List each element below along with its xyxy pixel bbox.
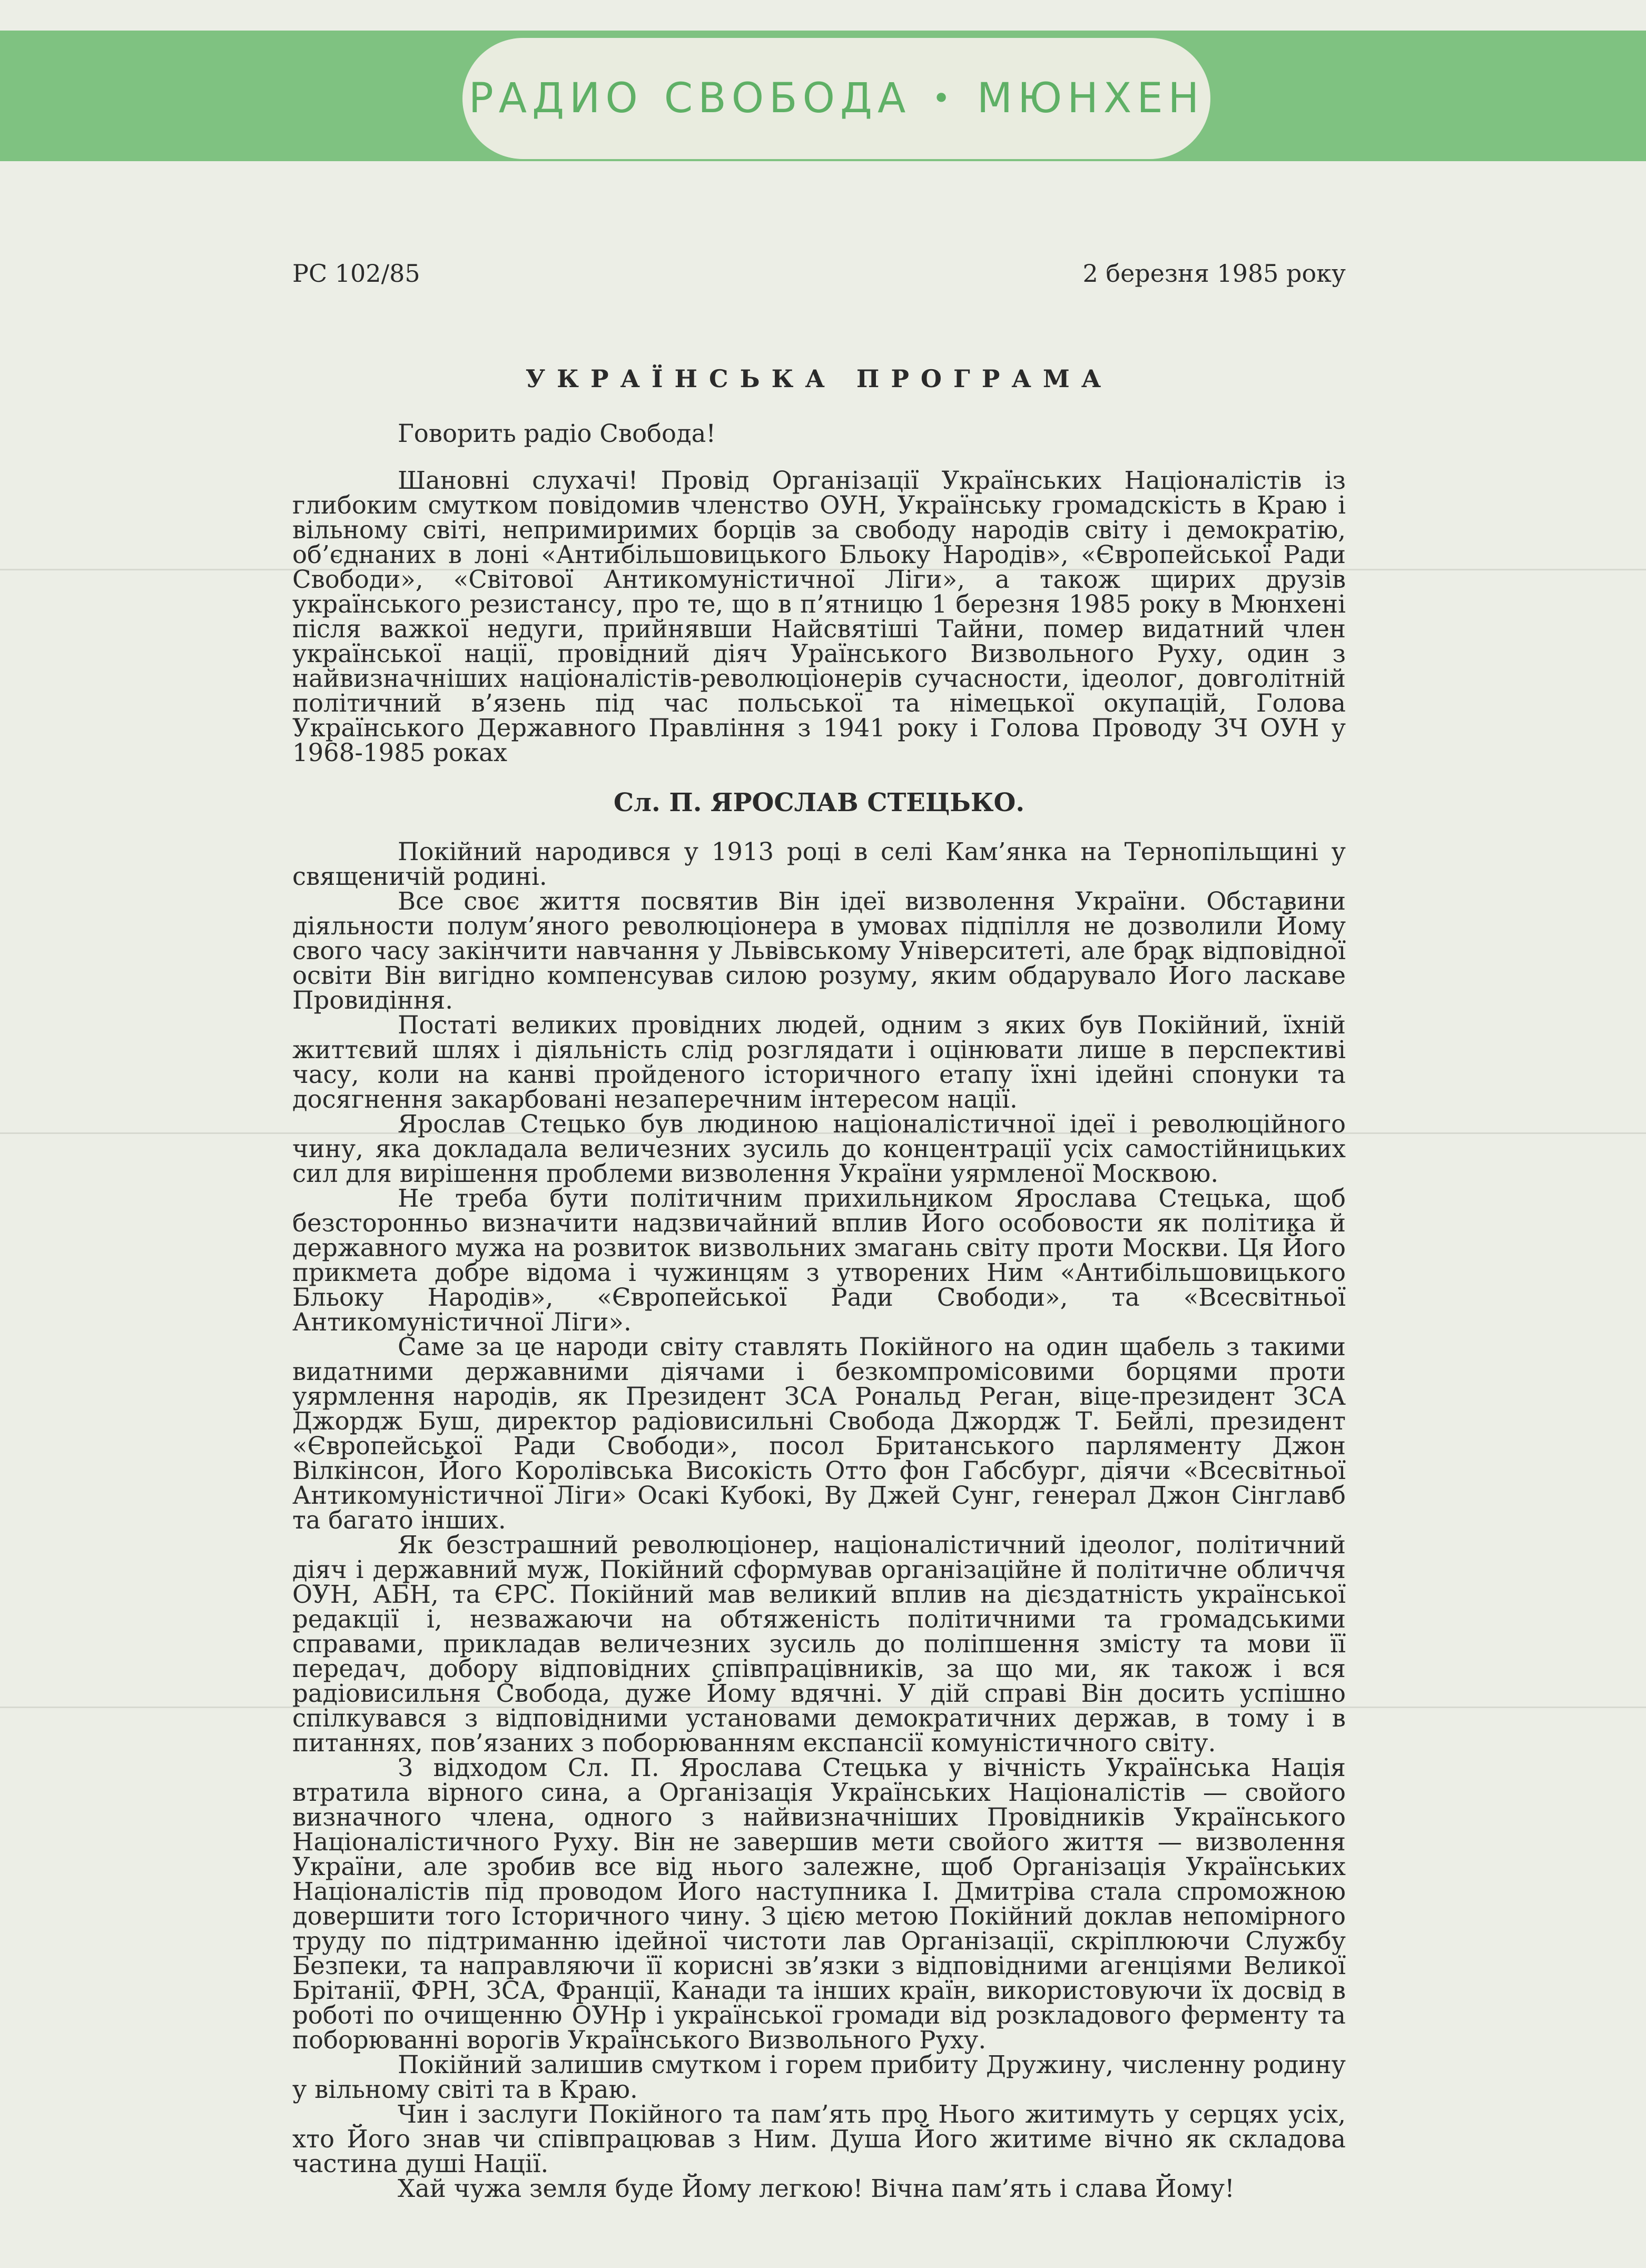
body-paragraph: Покійний народився у 1913 році в селі Кам’янка на Тернопільщині у священичій родині. bbox=[292, 837, 1346, 891]
intro-paragraph: Шановні слухачі! Провід Організації Українських Націоналістів із глибоким смутком повідомив членство ОУН, Українську громадскість в Краю і вільному світі, непримиримих борців за свободу народів світу і демократію, об’єднаних в лоні «Антибільшовицького Бльоку Народів», «Європейської Ради Свободи», «Світової Антикомуністичної Ліги», а також щирих друзів українського резистансу, про те, що в п’ятницю 1 березня 1985 року в Мюнхені після важкої недуги, прийнявши Найсвятіші Тайни, помер видатний член української нації, провідний діяч Ураїнського Визвольного Руху, один з найвизначніших націоналістів-революціонерів сучасности, ідеолог, довголітній політичний в’язень під час польської та німецької окупацій, Голова Українського Державного Правління з 1941 року і Голова Проводу ЗЧ ОУН у 1968-1985 роках bbox=[292, 466, 1346, 767]
program-title: УКРАЇНСЬКА ПРОГРАМА bbox=[525, 364, 1113, 393]
deceased-name-heading: Сл. П. ЯРОСЛАВ СТЕЦЬКО. bbox=[613, 788, 1025, 817]
body-paragraph: Постаті великих провідних людей, одним з яких був Покійний, їхній життєвий шлях і діяльність слід розглядати і оцінювати лише в перспективі часу, коли на канві пройденого історичного етапу їхні ідейні спонуки та досягнення закарбовані незаперечним інтересом нації. bbox=[292, 1011, 1346, 1113]
body-paragraph: Покійний залишив смутком і горем прибиту Дружину, численну родину у вільному світі та в Краю. bbox=[292, 2050, 1346, 2104]
body-paragraph: Не треба бути політичним прихильником Ярослава Стецька, щоб безсторонньо визначити надзвичайний вплив Його особовости як політика й державного мужа на розвиток визвольних змагань світу проти Москви. Ця Його прикмета добре відома і чужинцям з утворених Ним «Антибільшовицького Бльоку Народів», «Європейської Ради Свободи», та «Всесвітньої Антикомуністичної Ліги». bbox=[292, 1184, 1346, 1336]
body-paragraph: Чин і заслуги Покійного та пам’ять про Нього житимуть у серцях усіх, хто Його знав чи співпрацював з Ним. Душа Його житиме вічно як складова частина душі Нації. bbox=[292, 2100, 1346, 2178]
reference-line bbox=[292, 259, 1346, 288]
body-paragraph: Все своє життя посвятив Він ідеї визволення України. Обставини діяльности полум’яного революціонера в умовах підпілля не дозволили Йому свого часу закінчити навчання у Львівському Університеті, але брак відповідної освіти Він вигідно компенсував силою розуму, яким обдарувало Його ласкаве Провидіння. bbox=[292, 887, 1346, 1014]
masthead-radio: РАДИО bbox=[468, 75, 643, 122]
closing-line: Хай чужа земля буде Йому легкою! Вічна пам’ять і слава Йому! bbox=[398, 2174, 1235, 2203]
body-paragraph: Ярослав Стецько був людиною націоналістичної ідеї і революційного чину, яка докладала величезних зусиль до концентрації усіх самостійницьких сил для вирішення проблеми визволення України уярмленої Москвою. bbox=[292, 1110, 1346, 1188]
masthead-svoboda: СВОБОДА bbox=[664, 75, 911, 122]
reference-code: РС 102/85 bbox=[292, 259, 420, 288]
document-body bbox=[292, 421, 1346, 2201]
masthead-pill bbox=[462, 38, 1210, 159]
body-paragraph: З відходом Сл. П. Ярослава Стецька у вічність Українська Нація втратила вірного сина, а Організація Українських Націоналістів — свойого визначного члена, одного з найвизначніших Провідників Українського Націоналістичного Руху. Він не завершив мети свойого життя — визволення України, але зробив все від нього залежне, щоб Організація Українських Націоналістів під проводом Його наступника І. Дмитріва стала спроможною довершити того Історичного чину. З цією метою Покійний доклав непомірного труду по підтриманню ідейної чистоти лав Організації, скріплюючи Службу Безпеки, та направляючи її корисні зв’язки з відповідними агенціями Великої Брітанії, ФРН, ЗСА, Франції, Канади та інших країн, використовуючи їх досвід в роботі по очищенню ОУНр і української громади від розкладового ферменту та поборюванні ворогів Українського Визвольного Руху. bbox=[292, 1753, 1346, 2054]
body-paragraph: Як безстрашний революціонер, націоналістичний ідеолог, політичний діяч і державний муж, Покійний сформував організаційне й політичне обличчя ОУН, АБН, та ЄРС. Покійний мав великий вплив на дієздатність української редакції і, незважаючи на обтяженість політичними та громадськими справами, прикладав величезних зусиль до поліпшення змісту та мови її передач, добору відповідних співпрацівників, за що ми, як також і вся радіовисильня Свобода, дуже Йому вдячні. У дій справі Він досить успішно спілкувався з відповідними установами демократичних держав, в тому і в питаннях, пов’язаних з поборюванням експансії комуністичного світу. bbox=[292, 1531, 1346, 1757]
masthead-separator: • bbox=[932, 80, 956, 117]
reference-date: 2 березня 1985 року bbox=[1082, 259, 1346, 288]
masthead-title bbox=[469, 75, 1205, 122]
body-paragraph: Саме за це народи світу ставлять Покійного на один щабель з такими видатними державними діячами і безкомпромісовими борцями проти уярмлення народів, як Президент ЗСА Рональд Реган, віце-президент ЗСА Джордж Буш, директор радіовисильні Свобода Джордж Т. Бейлі, президент «Європейської Ради Свободи», посол Британського парляменту Джон Вілкінсон, Його Королівська Високість Отто фон Габсбург, діячи «Всесвітньої Антикомуністичної Ліги» Осакі Кубокі, Ву Джей Сунг, генерал Джон Сінглавб та багато інших. bbox=[292, 1333, 1346, 1534]
masthead-munich: МЮНХЕН bbox=[977, 75, 1205, 122]
greeting: Говорить радіо Свобода! bbox=[398, 419, 716, 448]
